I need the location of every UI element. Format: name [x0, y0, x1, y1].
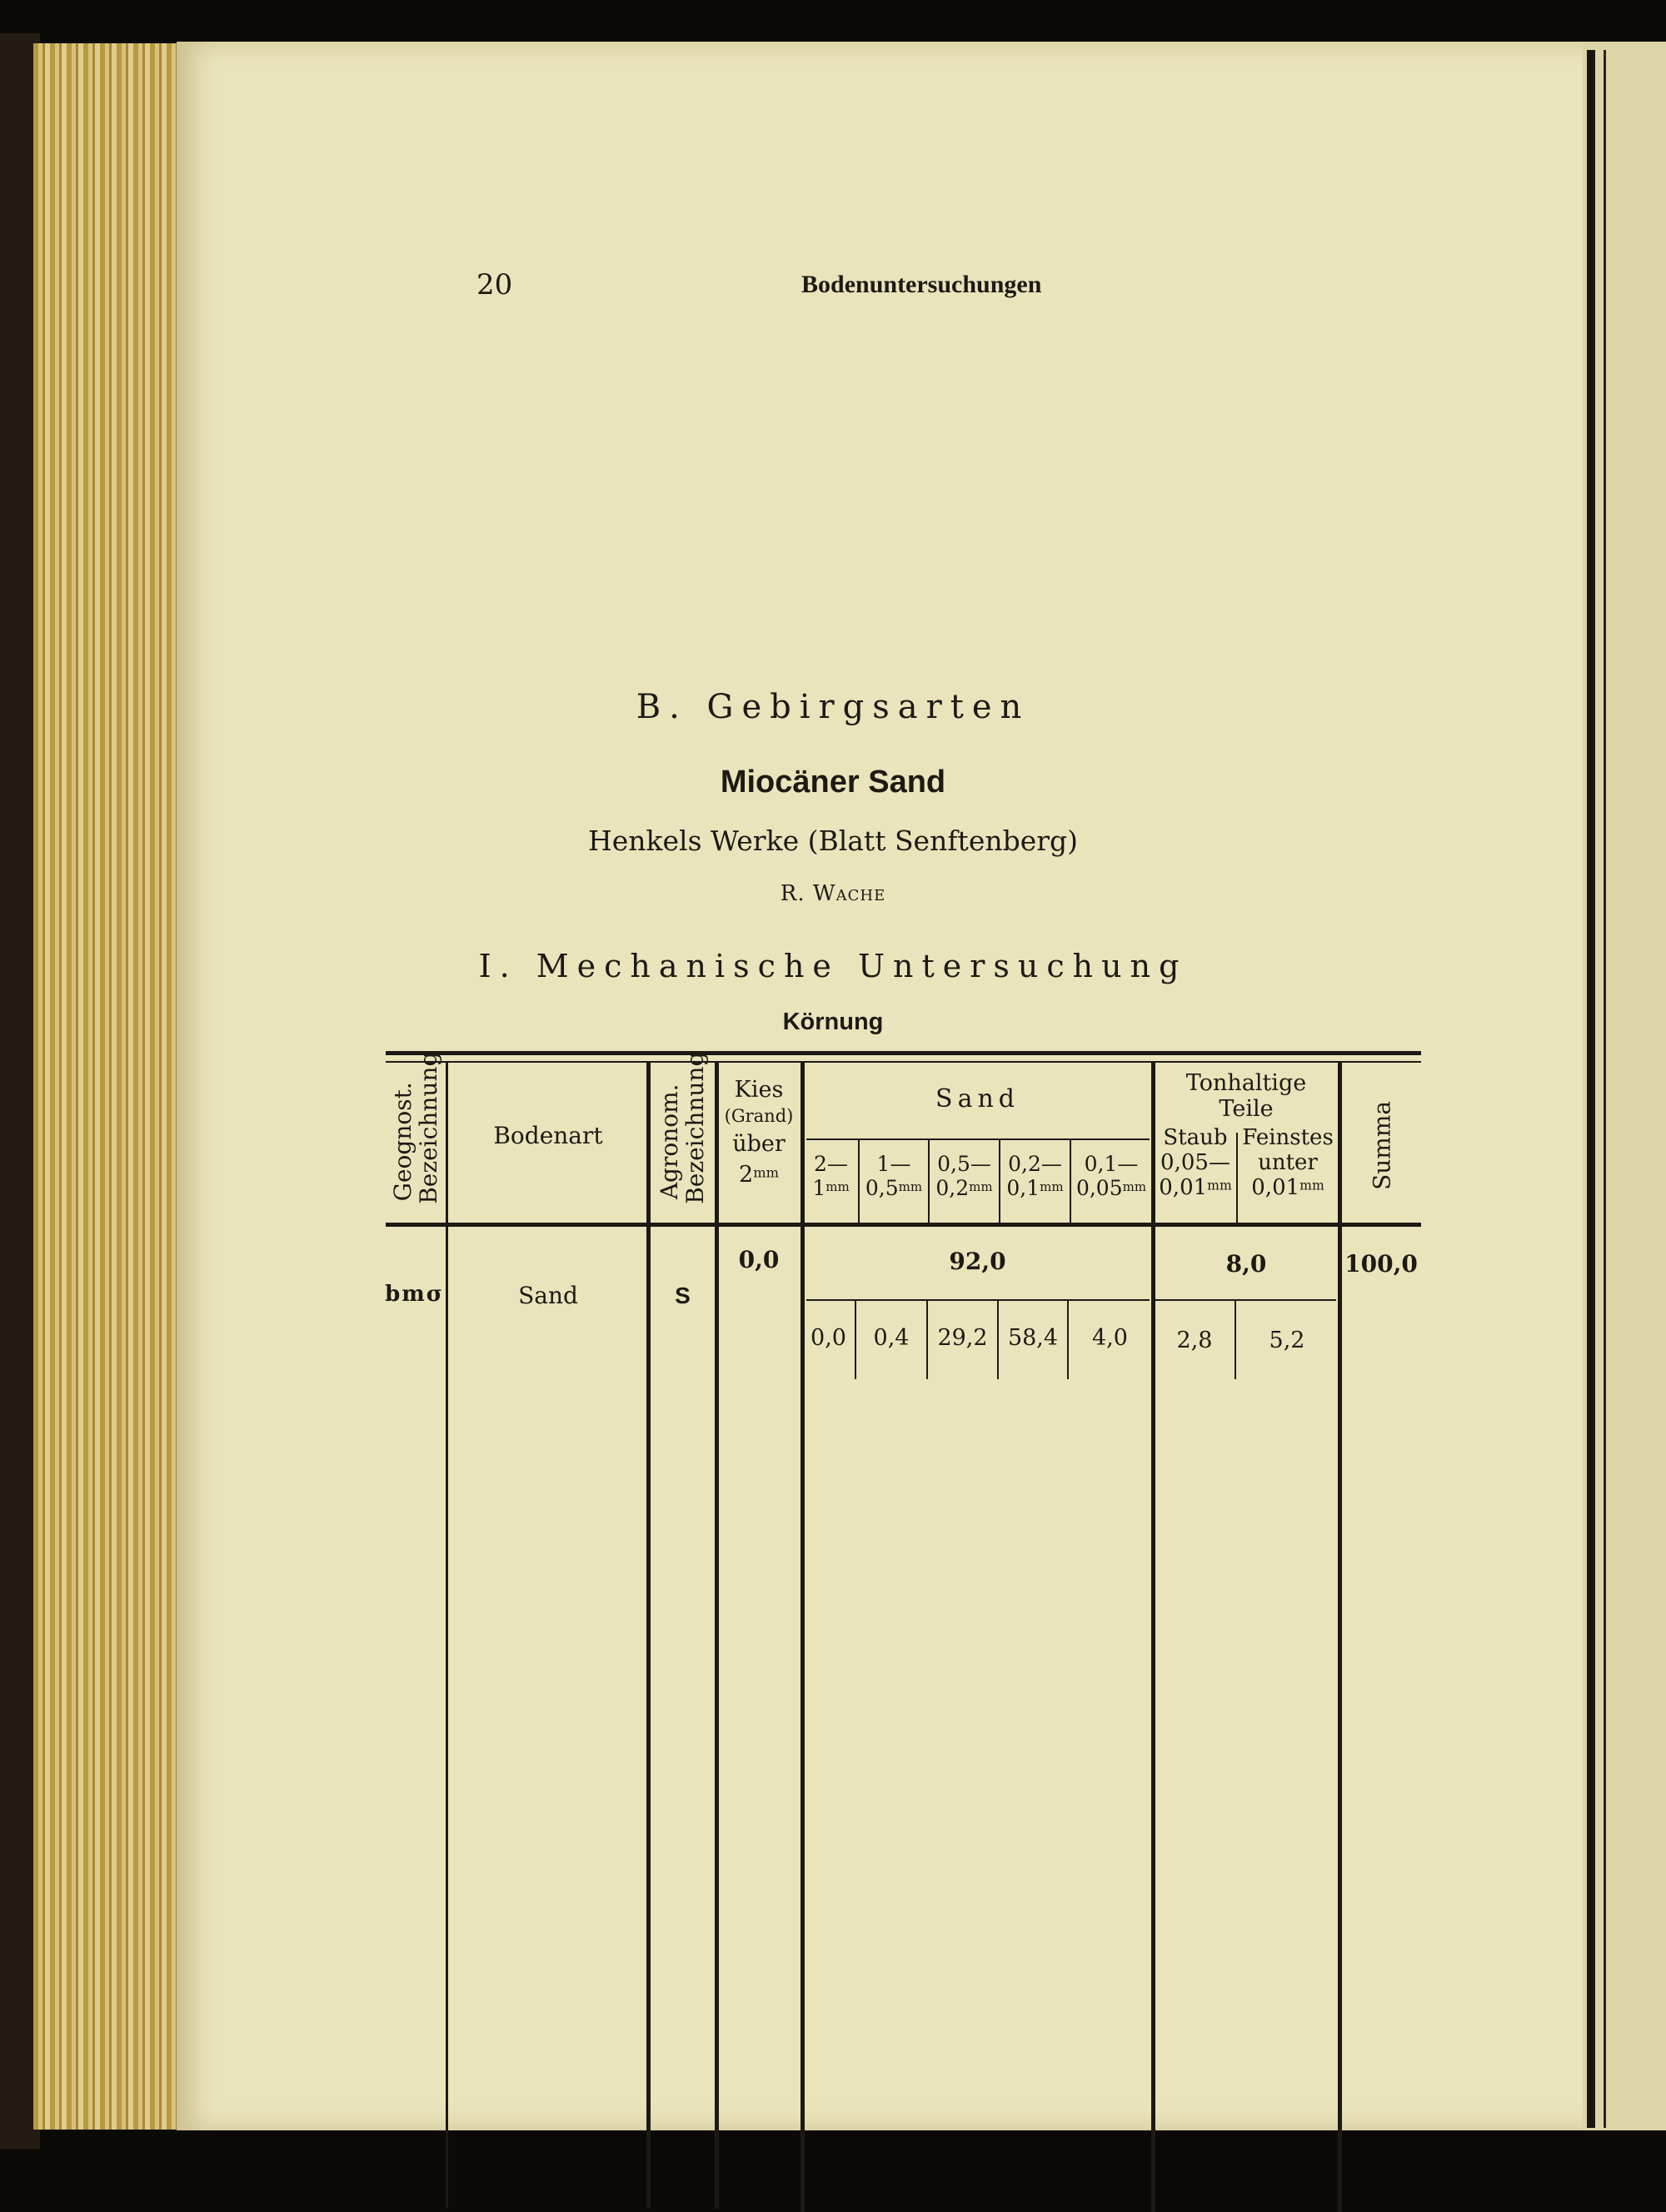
header-tonhaltige: Tonhaltige Teile [1185, 1070, 1307, 1123]
header-agronom: Agronom. Bezeichnung [656, 1051, 709, 1204]
header-geognost: Geognost. Bezeichnung [389, 1051, 442, 1204]
section-title: B. Gebirgsarten [636, 688, 1030, 726]
header-sand-col-4: 0,2— $0,1^{mm}$ [1006, 1152, 1064, 1200]
cell-sand-4: 58,4 [1007, 1325, 1059, 1351]
header-kies: Kies (Grand) über $2^{mm}$ [724, 1077, 794, 1188]
vline-6 [1338, 1063, 1342, 2212]
running-head: Bodenuntersuchungen [801, 271, 1042, 298]
next-page [1583, 42, 1666, 2130]
header-sand-col-2: 1— $0,5^{mm}$ [865, 1152, 923, 1200]
ton-values-rule [1153, 1299, 1336, 1301]
cell-sand-5: 4,0 [1092, 1325, 1128, 1351]
vline-3 [715, 1063, 719, 2209]
cell-bodenart: Sand [518, 1282, 578, 1309]
table-top-rule-thin [386, 1061, 1421, 1063]
locality: Henkels Werke (Blatt Senftenberg) [587, 825, 1079, 857]
vline-5 [1151, 1063, 1155, 2212]
table-top-rule [386, 1051, 1421, 1055]
table-title: Körnung [782, 1009, 884, 1035]
binding-gutter [1587, 50, 1595, 2128]
page-number: 20 [476, 268, 513, 301]
page-edges [33, 43, 183, 2130]
header-feinstes: Feinstes unter $0,01^{mm}$ [1242, 1125, 1334, 1200]
next-page-edge [1604, 50, 1606, 2128]
vline-1 [446, 1063, 448, 2209]
author: R. Wache [780, 881, 886, 906]
header-bottom-rule [386, 1223, 1421, 1227]
cell-summa: 100,0 [1344, 1250, 1418, 1278]
vline-4 [801, 1063, 805, 2212]
cell-agronom: S [675, 1283, 691, 1308]
header-sand-col-3: 0,5— $0,2^{mm}$ [935, 1152, 993, 1200]
header-staub: Staub 0,05— $0,01^{mm}$ [1159, 1125, 1232, 1200]
part-title: I. Mechanische Untersuchung [478, 948, 1188, 984]
cell-sand-1: 0,0 [811, 1325, 846, 1351]
cell-kies: 0,0 [738, 1246, 780, 1273]
cell-staub: 2,8 [1176, 1328, 1213, 1353]
cell-geognost: bmσ [385, 1282, 444, 1307]
cell-sand-3: 29,2 [937, 1325, 988, 1351]
sand-values-rule [806, 1299, 1150, 1301]
header-sand-col-5: 0,1— $0,05^{mm}$ [1075, 1152, 1147, 1200]
cell-sand-total: 92,0 [949, 1248, 1006, 1275]
cell-ton-total: 8,0 [1225, 1250, 1267, 1278]
cell-feinstes: 5,2 [1269, 1328, 1305, 1353]
header-summa: Summa [1368, 1100, 1396, 1190]
header-sand: Sand [935, 1084, 1020, 1113]
vline-2 [646, 1063, 651, 2209]
header-sand-col-1: 2— $1^{mm}$ [812, 1152, 850, 1200]
header-bodenart: Bodenart [493, 1122, 603, 1149]
cell-sand-2: 0,4 [873, 1325, 910, 1351]
sub-title: Miocäner Sand [720, 765, 946, 800]
